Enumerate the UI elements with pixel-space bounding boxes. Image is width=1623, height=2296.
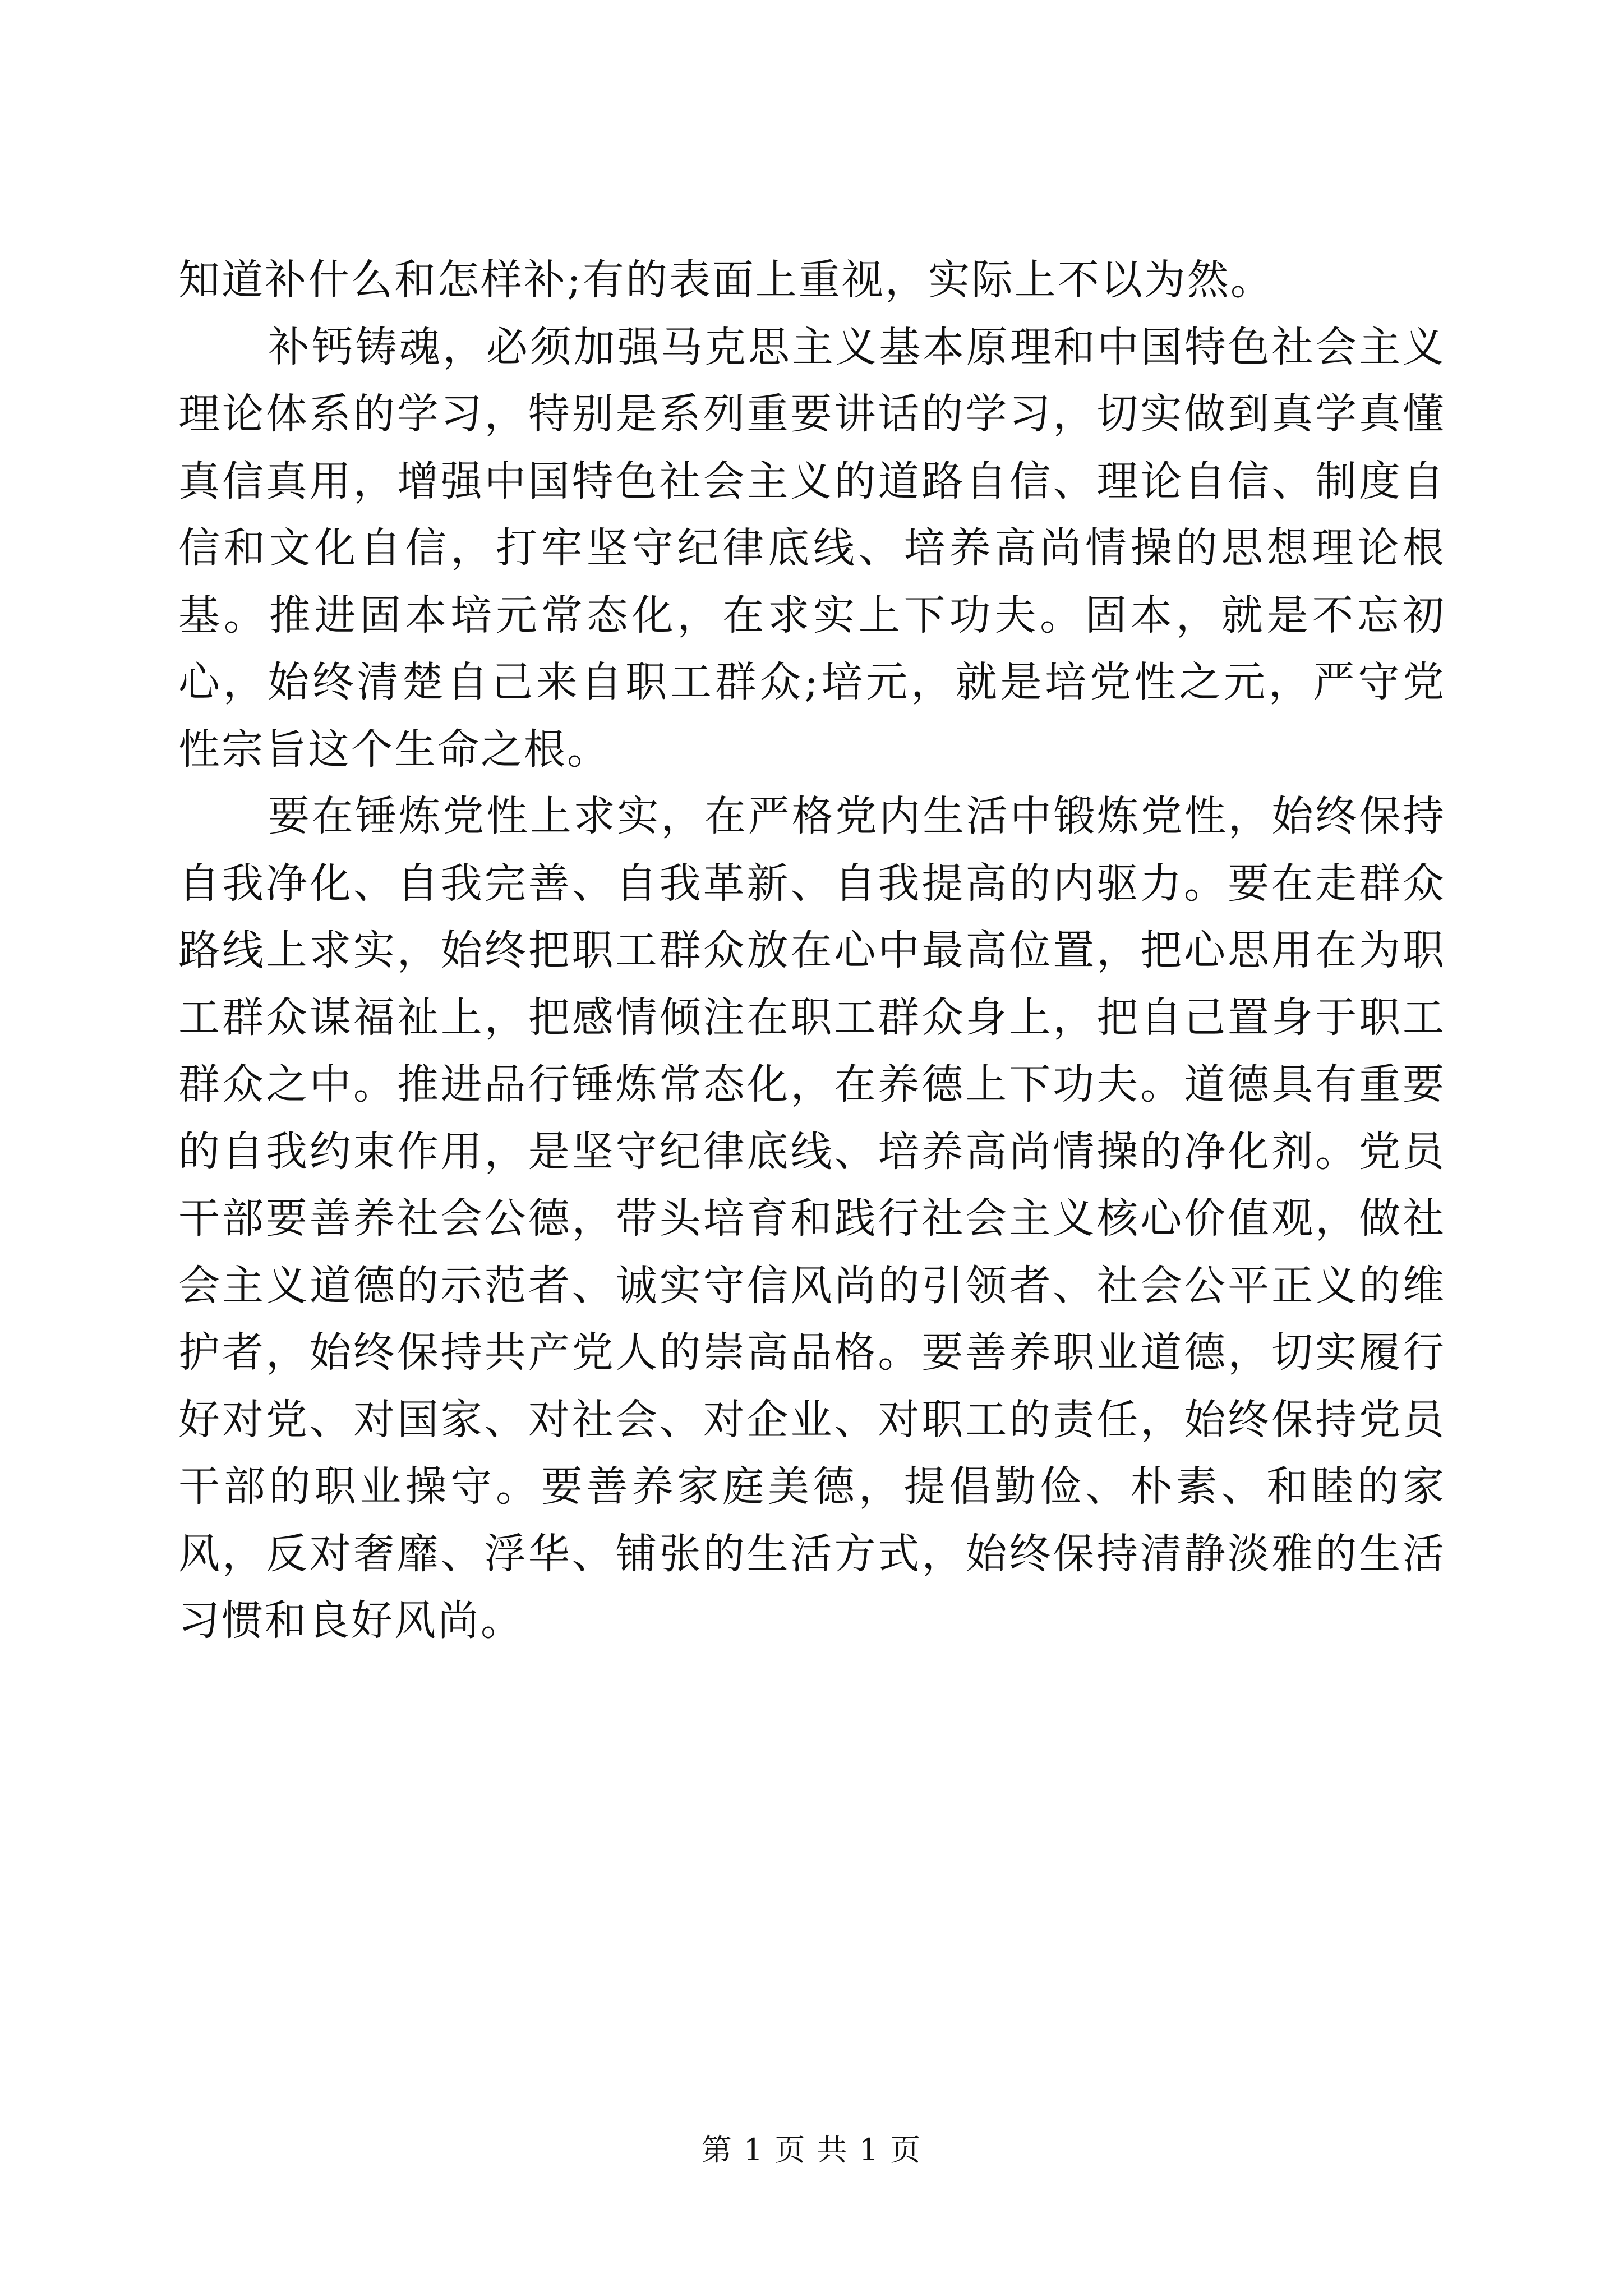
paragraph-2: 补钙铸魂，必须加强马克思主义基本原理和中国特色社会主义理论体系的学习，特别是系列重要讲话的学习，切实做到真学真懂真信真用，增强中国特色社会主义的道路自信、理论自信、制度自信和文化自信，打牢坚守纪律底线、培养高尚情操的思想理论根基。推进固本培元常态化，在求实上下功夫。固本，就是不忘初心，始终清楚自己来自职工群众;培元，就是培党性之元，严守党性宗旨这个生命之根。 [178, 323, 1446, 774]
paragraph-3: 要在锤炼党性上求实，在严格党内生活中锻炼党性，始终保持自我净化、自我完善、自我革新、自我提高的内驱力。要在走群众路线上求实，始终把职工群众放在心中最高位置，把心思用在为职工群众谋福祉上，把感情倾注在职工群众身上，把自己置身于职工群众之中。推进品行锤炼常态化，在养德上下功夫。道德具有重要的自我约束作用，是坚守纪律底线、培养高尚情操的净化剂。党员干部要善养社会公德，带头培育和践行社会主义核心价值观，做社会主义道德的示范者、诚实守信风尚的引领者、社会公平正义的维护者，始终保持共产党人的崇高品格。要善养职业道德，切实履行好对党、对国家、对社会、对企业、对职工的责任，始终保持党员干部的职业操守。要善养家庭美德，提倡勤俭、朴素、和睦的家风，反对奢靡、浮华、铺张的生活方式，始终保持清静淡雅的生活习惯和良好风尚。 [178, 792, 1446, 1645]
page-footer: 第 1 页 共 1 页 [701, 2132, 922, 2168]
document-body [178, 247, 1446, 1655]
paragraph-1: 知道补什么和怎样补;有的表面上重视，实际上不以为然。 [178, 256, 1274, 304]
